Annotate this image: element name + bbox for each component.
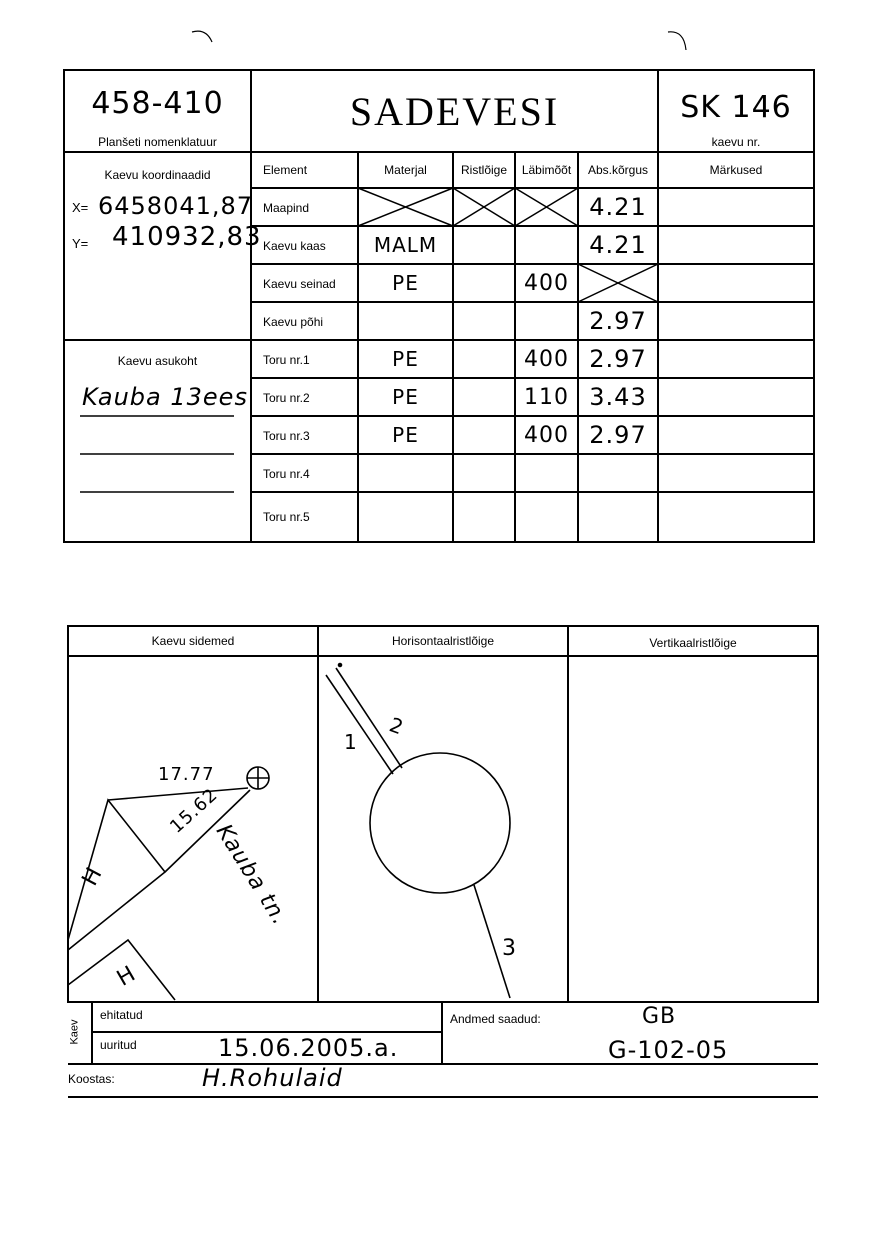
koostas-value: H.Rohulaid (202, 1064, 343, 1092)
nomenclature-value: 458-410 (91, 85, 224, 121)
pipe-label-2: 2 (386, 712, 408, 740)
street-label: Kauba tn. (210, 820, 293, 930)
col-header-materjal: Materjal (384, 163, 427, 177)
location-value: Kauba 13ees (82, 383, 248, 411)
row-element: Toru nr.3 (263, 429, 310, 443)
y-prefix: Y= (72, 236, 89, 251)
row-abs: 2.97 (589, 345, 647, 373)
row-element: Kaevu seinad (263, 277, 336, 291)
row-materjal: PE (392, 385, 419, 409)
col-header-vertikaal: Vertikaalristlõige (649, 636, 737, 650)
nomenclature-label: Planšeti nomenklatuur (98, 135, 217, 149)
coords-label: Kaevu koordinaadid (104, 168, 211, 182)
row-labimoot: 110 (524, 384, 569, 410)
row-element: Kaevu kaas (263, 239, 326, 253)
row-abs: 4.21 (589, 231, 647, 259)
row-element: Kaevu põhi (263, 315, 324, 329)
col-header-abs-korgus: Abs.kõrgus (587, 163, 649, 177)
row-abs: 2.97 (589, 421, 647, 449)
horizontal-section (326, 664, 510, 999)
andmed-value-1: GB (642, 1004, 677, 1029)
row-materjal: PE (392, 271, 419, 295)
row-abs: 2.97 (589, 307, 647, 335)
house-label-1: H (77, 862, 108, 891)
row-labimoot: 400 (524, 422, 569, 448)
row-element: Maapind (263, 201, 310, 215)
row-element: Toru nr.2 (263, 391, 310, 405)
row-materjal: PE (392, 423, 419, 447)
row-materjal: PE (392, 347, 419, 371)
distance-label-1: 17.77 (158, 764, 215, 785)
y-coordinate: 410932,83 (112, 222, 262, 252)
andmed-label: Andmed saadud: (450, 1012, 541, 1026)
col-header-labimoot: Läbimõõt (521, 163, 572, 177)
uuritud-label: uuritud (100, 1038, 137, 1052)
koostas-label: Koostas: (68, 1072, 115, 1086)
pipe-label-1: 1 (344, 730, 358, 754)
distance-label-2: 15.62 (166, 784, 223, 838)
row-abs: 4.21 (589, 193, 647, 221)
row-materjal: MALM (373, 233, 438, 257)
row-abs: 3.43 (589, 383, 647, 411)
col-header-markused: Märkused (709, 163, 763, 177)
col-header-horisontaal: Horisontaalristlõige (391, 634, 495, 648)
location-label: Kaevu asukoht (117, 354, 198, 368)
kaev-label: Kaev (68, 1019, 81, 1045)
well-number-value: SK 146 (680, 89, 792, 125)
col-header-sidemed: Kaevu sidemed (151, 634, 235, 648)
row-element: Toru nr.4 (263, 467, 310, 481)
uuritud-date: 15.06.2005.a. (218, 1034, 399, 1062)
col-header-element: Element (263, 163, 308, 177)
house-label-2: H (112, 961, 141, 992)
row-labimoot: 400 (524, 270, 569, 296)
x-coordinate: 6458041,87 (98, 192, 254, 220)
col-header-ristloige: Ristlõige (460, 163, 508, 177)
well-number-label: kaevu nr. (711, 135, 761, 149)
row-labimoot: 400 (524, 346, 569, 372)
x-prefix: X= (72, 200, 89, 215)
pipe-label-3: 3 (502, 936, 517, 961)
row-element: Toru nr.5 (263, 510, 310, 524)
ehitatud-label: ehitatud (100, 1008, 143, 1022)
page-title: SADEVESI (349, 88, 560, 134)
andmed-value-2: G-102-05 (608, 1036, 729, 1064)
row-element: Toru nr.1 (263, 353, 310, 367)
